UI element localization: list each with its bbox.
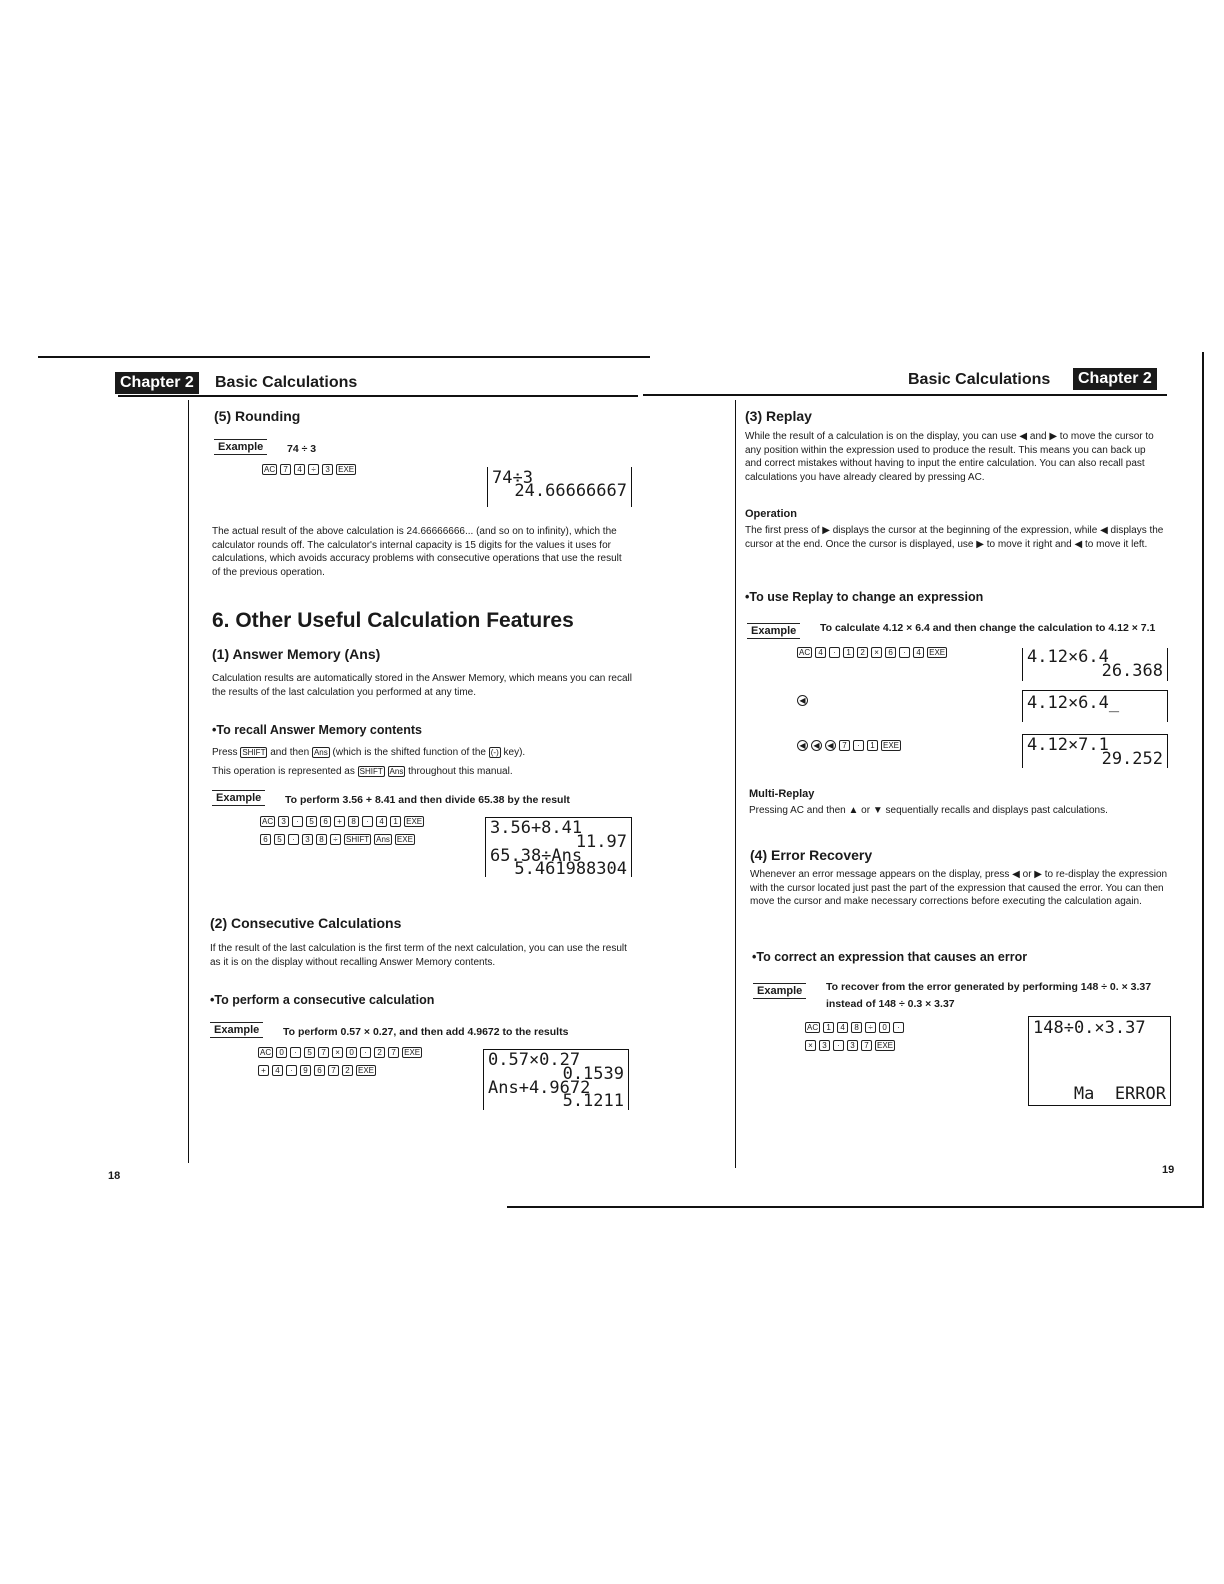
key-ans: Ans	[376, 835, 390, 844]
key-ac: AC	[799, 648, 811, 657]
error-bullet: •To correct an expression that causes an error	[752, 950, 1028, 964]
recall-line-1-text-d: key).	[503, 747, 526, 758]
key-point: ·	[288, 834, 299, 845]
key-4: 4	[376, 816, 387, 827]
key-3: 3	[322, 464, 333, 475]
key-7: 7	[839, 740, 850, 751]
key-ac: AC	[807, 1023, 819, 1032]
key-7: 7	[388, 1047, 399, 1058]
key-ac: AC	[260, 1048, 272, 1057]
recall-line-2-text-a: This operation is represented as	[212, 766, 355, 777]
key-1: 1	[843, 647, 854, 658]
recall-line-1-text-c: (which is the shifted function of the	[332, 747, 486, 758]
display-line-1: 3.56+8.41	[490, 818, 583, 838]
answer-memory-example-text: To perform 3.56 + 8.41 and then divide 65.38 by the result	[285, 794, 570, 806]
key-8: 8	[851, 1022, 862, 1033]
key-exe: EXE	[396, 835, 413, 844]
running-title-left: Basic Calculations	[215, 374, 358, 391]
top-rule-left	[38, 356, 650, 358]
chapter-badge-right: Chapter 2	[1073, 368, 1157, 390]
error-message: Ma ERROR	[1073, 1084, 1166, 1104]
recall-line-2-text-b: throughout this manual.	[408, 766, 513, 777]
replay-key-row-2	[797, 695, 808, 706]
key-8: 8	[316, 834, 327, 845]
key-exe: EXE	[406, 817, 423, 826]
key-point: ·	[829, 647, 840, 658]
display-line-3: Ans+4.9672	[488, 1078, 591, 1098]
replay-example-label: Example	[747, 623, 800, 639]
key-point: ·	[292, 816, 303, 827]
key-0: 0	[276, 1047, 287, 1058]
display-line-2: 24.66666667	[514, 481, 627, 501]
replay-display-3	[1022, 734, 1168, 768]
key-4: 4	[294, 464, 305, 475]
replay-example-text: To calculate 4.12 × 6.4 and then change the calculation to 4.12 × 7.1	[820, 622, 1156, 634]
display-line-2: 26.368	[1101, 661, 1163, 681]
key-point: ·	[362, 816, 373, 827]
answer-memory-body: Calculation results are automatically stored in the Answer Memory, which means you can recall the results of the last calculation you performed at any time.	[212, 673, 632, 698]
consecutive-key-row-2	[258, 1065, 376, 1076]
key-8: 8	[348, 816, 359, 827]
recall-line-1-text-b: and then	[270, 747, 310, 758]
error-recovery-heading: (4) Error Recovery	[750, 847, 873, 863]
key-point: ·	[286, 1065, 297, 1076]
rounding-heading: (5) Rounding	[214, 408, 301, 424]
shift-key: SHIFT	[242, 748, 266, 757]
key-point: ·	[899, 647, 910, 658]
key-divide: ÷	[865, 1022, 876, 1033]
left-arrow-icon: ◀	[811, 740, 822, 751]
key-0: 0	[346, 1047, 357, 1058]
left-arrow-icon: ◀	[825, 740, 836, 751]
replay-bullet: •To use Replay to change an expression	[745, 590, 984, 604]
replay-key-row-1	[797, 647, 947, 658]
key-6: 6	[260, 834, 271, 845]
key-multiply: ×	[805, 1040, 816, 1051]
key-point: ·	[360, 1047, 371, 1058]
display-line-2: 11.97	[575, 832, 627, 852]
key-2: 2	[857, 647, 868, 658]
key-6: 6	[320, 816, 331, 827]
key-ac: AC	[262, 817, 274, 826]
replay-display-2	[1022, 690, 1168, 722]
key-5: 5	[306, 816, 317, 827]
key-2: 2	[374, 1047, 385, 1058]
rounding-key-sequence	[262, 464, 356, 475]
consecutive-body: If the result of the last calculation is the first term of the next calculation, you can use the result as it is on the display without recalling Answer Memory contents.	[210, 943, 627, 968]
answer-memory-display	[485, 817, 632, 877]
consecutive-example-text: To perform 0.57 × 0.27, and then add 4.9672 to the results	[283, 1026, 569, 1038]
display-line-1: 74÷3	[492, 468, 533, 488]
consecutive-bullet: •To perform a consecutive calculation	[210, 993, 435, 1007]
display-line-1: 4.12×6.4_	[1027, 693, 1120, 713]
key-7: 7	[318, 1047, 329, 1058]
operation-heading: Operation	[745, 508, 797, 520]
display-line-3: 65.38÷Ans	[490, 846, 583, 866]
key-divide: ÷	[308, 464, 319, 475]
key-plus: +	[334, 816, 345, 827]
key-point: ·	[853, 740, 864, 751]
negative-key: (-)	[490, 748, 499, 757]
key-1: 1	[867, 740, 878, 751]
key-point: ·	[290, 1047, 301, 1058]
bottom-rule-right	[507, 1206, 1204, 1208]
ans-key: Ans	[313, 748, 328, 757]
replay-heading: (3) Replay	[745, 408, 812, 424]
key-7: 7	[280, 464, 291, 475]
multi-replay-body: Pressing AC and then ▲ or ▼ sequentially recalls and displays past calculations.	[749, 805, 1108, 816]
rounding-display	[487, 467, 632, 507]
key-exe: EXE	[358, 1066, 375, 1075]
answer-memory-example-label: Example	[212, 790, 265, 806]
key-4: 4	[837, 1022, 848, 1033]
replay-body: While the result of a calculation is on the display, you can use ◀ and ▶ to move the cursor to any position within the expression used to produce the result. This means you can back up and correct mistakes without having to input the entire calculation. You can also recall past calculations you have already cleared by pressing AC.	[745, 431, 1154, 483]
key-ac: AC	[264, 465, 276, 474]
error-key-row-1	[805, 1022, 904, 1033]
key-exe: EXE	[404, 1048, 421, 1057]
multi-replay-heading: Multi-Replay	[749, 788, 815, 800]
key-6: 6	[314, 1065, 325, 1076]
left-arrow-icon: ◀	[797, 695, 808, 706]
ans-key: Ans	[389, 767, 404, 776]
key-3: 3	[302, 834, 313, 845]
header-rule-right	[643, 394, 1167, 396]
error-recovery-body: Whenever an error message appears on the display, press ◀ or ▶ to re-display the expression with the cursor located just past the part of the expression that caused the error. You can then move the cursor and make necessary corrections before executing the calculation again.	[750, 869, 1168, 907]
key-exe: EXE	[338, 465, 355, 474]
left-arrow-icon: ◀	[797, 740, 808, 751]
consecutive-heading: (2) Consecutive Calculations	[210, 915, 402, 931]
key-point: ·	[893, 1022, 904, 1033]
key-exe: EXE	[877, 1041, 894, 1050]
error-example-text-1: To recover from the error generated by performing 148 ÷ 0. × 3.37	[826, 981, 1152, 993]
key-plus: +	[258, 1065, 269, 1076]
display-line-4: 5.461988304	[514, 859, 627, 879]
key-shift: SHIFT	[346, 835, 370, 844]
key-6: 6	[885, 647, 896, 658]
chapter-badge-left: Chapter 2	[115, 372, 199, 394]
key-3: 3	[819, 1040, 830, 1051]
consecutive-display	[483, 1049, 629, 1110]
key-4: 4	[913, 647, 924, 658]
error-display	[1028, 1016, 1171, 1106]
running-title-right: Basic Calculations	[908, 371, 1051, 388]
rounding-body: The actual result of the above calculation is 24.66666666... (and so on to infinity), which the calculator rounds off. The calculator's internal capacity is 15 digits for the values it uses for calculations, which avoids accuracy problems with consecutive operations that use the result of the previous operation.	[212, 526, 622, 578]
key-3: 3	[847, 1040, 858, 1051]
key-multiply: ×	[871, 647, 882, 658]
right-edge-rule	[1202, 352, 1204, 1207]
column-rule-left	[188, 400, 189, 1163]
key-2: 2	[342, 1065, 353, 1076]
page-number-right: 19	[1162, 1164, 1175, 1176]
recall-answer-memory-bullet: •To recall Answer Memory contents	[212, 723, 422, 737]
key-4: 4	[272, 1065, 283, 1076]
header-rule-left	[118, 395, 638, 397]
column-rule-right	[735, 400, 736, 1168]
recall-line-2	[212, 765, 642, 779]
key-7: 7	[328, 1065, 339, 1076]
key-multiply: ×	[332, 1047, 343, 1058]
key-5: 5	[274, 834, 285, 845]
answer-memory-key-row-2	[260, 834, 415, 845]
key-exe: EXE	[883, 741, 900, 750]
error-key-row-2	[805, 1040, 895, 1051]
page-number-left: 18	[108, 1170, 121, 1182]
consecutive-key-row-1	[258, 1047, 422, 1058]
display-line-1: 0.57×0.27	[488, 1050, 581, 1070]
display-line-4: 5.1211	[562, 1091, 624, 1111]
key-0: 0	[879, 1022, 890, 1033]
rounding-example-text: 74 ÷ 3	[287, 443, 317, 455]
operation-body: The first press of ▶ displays the cursor at the beginning of the expression, while ◀ displays the cursor at the end. Once the cursor is displayed, use ▶ to move it right and ◀ to move it left.	[745, 525, 1164, 550]
recall-line-1-text-a: Press	[212, 747, 238, 758]
key-divide: ÷	[330, 834, 341, 845]
display-line-2: 0.1539	[562, 1064, 624, 1084]
key-3: 3	[278, 816, 289, 827]
replay-key-row-3	[797, 740, 901, 751]
error-example-label: Example	[753, 983, 806, 999]
answer-memory-heading: (1) Answer Memory (Ans)	[212, 646, 381, 662]
key-9: 9	[300, 1065, 311, 1076]
recall-line-1	[212, 746, 642, 760]
display-line-1: 4.12×7.1	[1027, 735, 1109, 755]
rounding-example-label: Example	[214, 439, 267, 455]
replay-display-1	[1022, 648, 1168, 681]
section-title: 6. Other Useful Calculation Features	[212, 609, 574, 632]
display-line-1: 148÷0.×3.37	[1033, 1018, 1146, 1038]
key-1: 1	[390, 816, 401, 827]
display-line-2: 29.252	[1101, 749, 1163, 769]
consecutive-example-label: Example	[210, 1022, 263, 1038]
key-7: 7	[861, 1040, 872, 1051]
shift-key: SHIFT	[359, 767, 383, 776]
key-4: 4	[815, 647, 826, 658]
key-5: 5	[304, 1047, 315, 1058]
key-1: 1	[823, 1022, 834, 1033]
display-line-1: 4.12×6.4	[1027, 647, 1109, 667]
error-example-text-2: instead of 148 ÷ 0.3 × 3.37	[826, 998, 955, 1010]
key-exe: EXE	[929, 648, 946, 657]
key-point: ·	[833, 1040, 844, 1051]
answer-memory-key-row-1	[260, 816, 424, 827]
